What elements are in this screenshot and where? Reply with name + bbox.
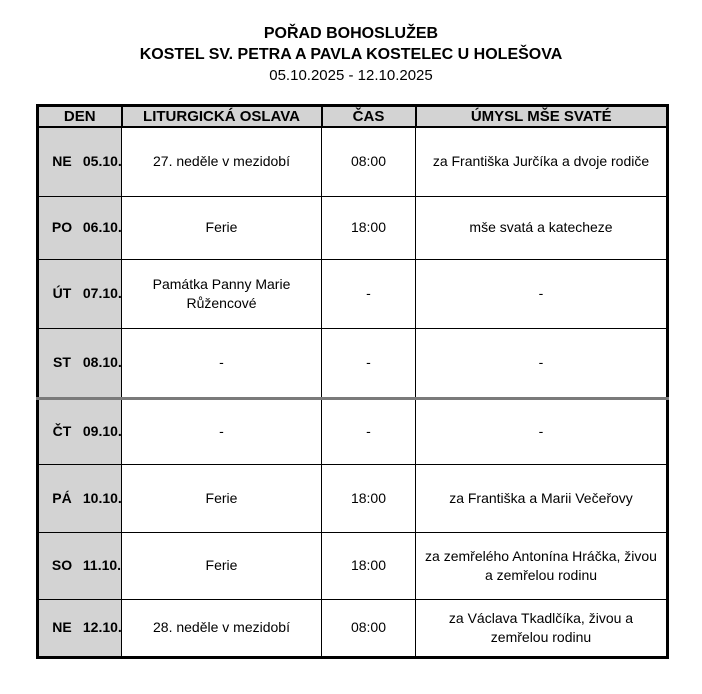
- intention-cell: -: [416, 328, 668, 398]
- time-cell: 18:00: [322, 196, 416, 259]
- day-abbreviation: PO: [51, 219, 73, 235]
- celebration-cell: Památka Panny Marie Růžencové: [122, 259, 322, 328]
- time-cell: 18:00: [322, 464, 416, 532]
- table-row: [38, 532, 668, 599]
- time-cell: -: [322, 398, 416, 464]
- table-row: [38, 464, 668, 532]
- time-cell: -: [322, 328, 416, 398]
- column-header-cas: ČAS: [322, 106, 416, 128]
- day-date: 09.10.: [82, 423, 122, 439]
- column-header-den: DEN: [38, 106, 122, 128]
- celebration-cell: -: [122, 398, 322, 464]
- time-cell: -: [322, 259, 416, 328]
- celebration-cell: Ferie: [122, 532, 322, 599]
- day-cell: [38, 599, 122, 657]
- church-name: KOSTEL SV. PETRA A PAVLA KOSTELEC U HOLEŠOVA: [139, 46, 563, 63]
- column-header-liturgicka-oslava: LITURGICKÁ OSLAVA: [122, 106, 322, 128]
- table-row: [38, 599, 668, 657]
- intention-cell: za Václava Tkadlčíka, živou a zemřelou rodinu: [416, 599, 668, 657]
- table-row: [38, 398, 668, 464]
- table-header-row: [38, 106, 668, 128]
- table-row: [38, 328, 668, 398]
- week-date-range: 05.10.2025 - 12.10.2025: [269, 67, 433, 84]
- celebration-cell: Ferie: [122, 196, 322, 259]
- day-cell: [38, 532, 122, 599]
- document-title: POŘAD BOHOSLUŽEB: [263, 25, 439, 42]
- intention-cell: za zemřelého Antonína Hráčka, živou a zemřelou rodinu: [416, 532, 668, 599]
- day-abbreviation: PÁ: [52, 489, 72, 506]
- day-date: 11.10.: [82, 557, 122, 573]
- intention-cell: za Františka Jurčíka a dvoje rodiče: [416, 127, 668, 196]
- day-cell: [38, 259, 122, 328]
- intention-cell: mše svatá a katecheze: [416, 196, 668, 259]
- day-cell: [38, 464, 122, 532]
- day-date: 10.10.: [82, 489, 122, 506]
- celebration-cell: 27. neděle v mezidobí: [122, 127, 322, 196]
- intention-cell: -: [416, 398, 668, 464]
- celebration-cell: -: [122, 328, 322, 398]
- day-abbreviation: NE: [52, 153, 72, 170]
- day-date: 07.10.: [82, 285, 122, 301]
- document-header: [0, 0, 702, 86]
- time-cell: 08:00: [322, 599, 416, 657]
- day-date: 05.10.: [82, 153, 122, 170]
- day-cell: [38, 398, 122, 464]
- day-date: 08.10.: [82, 354, 122, 370]
- intention-cell: za Františka a Marii Večeřovy: [416, 464, 668, 532]
- day-abbreviation: NE: [52, 619, 72, 635]
- day-date: 06.10.: [82, 219, 122, 235]
- mass-schedule-table: [36, 104, 669, 659]
- table-body: [38, 127, 668, 657]
- celebration-cell: 28. neděle v mezidobí: [122, 599, 322, 657]
- day-abbreviation: SO: [51, 557, 73, 573]
- table-row: [38, 259, 668, 328]
- celebration-cell: Ferie: [122, 464, 322, 532]
- day-cell: [38, 127, 122, 196]
- table-row: [38, 196, 668, 259]
- table-row: [38, 127, 668, 196]
- column-header-umysl-mse-svate: ÚMYSL MŠE SVATÉ: [416, 106, 668, 128]
- day-date: 12.10.: [82, 619, 122, 635]
- time-cell: 18:00: [322, 532, 416, 599]
- day-cell: [38, 328, 122, 398]
- day-cell: [38, 196, 122, 259]
- intention-cell: -: [416, 259, 668, 328]
- time-cell: 08:00: [322, 127, 416, 196]
- day-abbreviation: ST: [53, 354, 71, 370]
- day-abbreviation: ČT: [52, 423, 72, 439]
- day-abbreviation: ÚT: [52, 285, 72, 301]
